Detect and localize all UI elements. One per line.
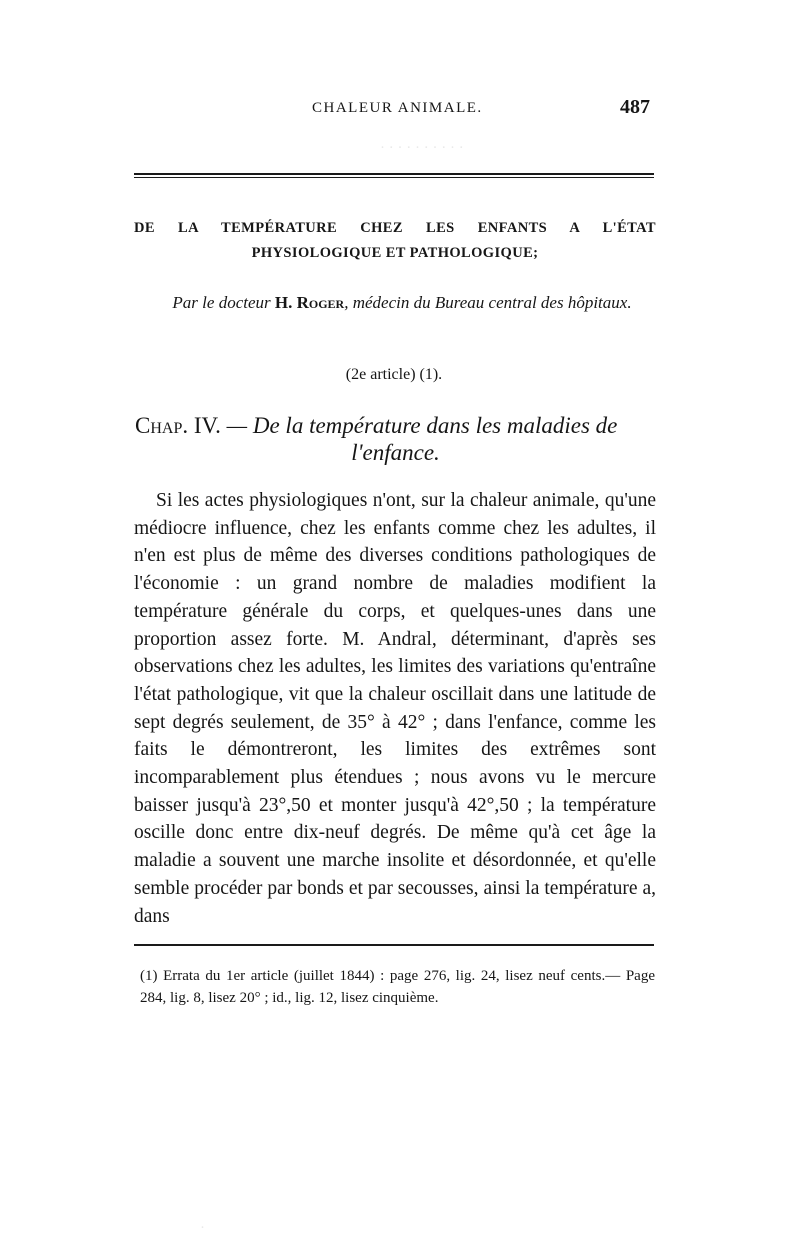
footnote-rule — [134, 944, 654, 946]
chapter-heading — [134, 412, 656, 466]
header-rule — [134, 173, 654, 175]
page-number: 487 — [620, 96, 650, 118]
article-part: (2e article) (1). — [345, 366, 443, 383]
body-paragraph: Si les actes physiologiques n'ont, sur la chaleur animale, qu'une médiocre influence, chez les enfants comme chez les adultes, il n'en est plus de même des diverses conditions pathologiques de l'économie : un grand nombre de maladies modifient la température générale du corps, et quelques-unes dans une proportion assez forte. M. Andral, déterminant, d'après ses observations chez les adultes, les limites des variations qu'entraîne l'état pathologique, vit que la chaleur oscillait dans une latitude de sept degrés seulement, de 35° à 42° ; dans l'enfance, comme les faits le démontreront, les limites des extrêmes sont incomparablement plus étendues ; nous avons vu le mercure baisser jusqu'à 23°,50 et monter jusqu'à 42°,50 ; la température oscille donc entre dix-neuf degrés. De même qu'à cet âge la maladie a souvent une marche insolite et désordonnée, et qu'elle semble procéder par bonds et par secousses, ainsi la température a, dans — [134, 490, 656, 927]
byline-suffix: , médecin du Bureau central des hôpitaux. — [344, 293, 632, 312]
footnote-marker: (1) — [140, 968, 158, 984]
byline-prefix: Par le docteur — [172, 293, 275, 312]
footnote — [140, 965, 655, 1009]
chapter-title-line2: l'enfance. — [351, 440, 440, 465]
show-through-text: · — [200, 1220, 205, 1236]
show-through-text: · · · · · · · · · · — [380, 140, 464, 156]
header-rule-thin — [134, 177, 654, 178]
running-head: CHALEUR ANIMALE. — [312, 100, 483, 116]
author-name: H. Roger — [274, 293, 345, 312]
chapter-label: Chap. IV. — [135, 413, 221, 438]
chapter-title-line1: — De la température dans les maladies de — [220, 413, 618, 438]
byline — [154, 290, 650, 315]
article-title: DE LA TEMPÉRATURE CHEZ LES ENFANTS A L'ÉTAT PHYSIOLOGIQUE ET PATHOLOGIQUE; — [134, 220, 656, 261]
footnote-text: Errata du 1er article (juillet 1844) : page 276, lig. 24, lisez neuf cents.— Page 284, lig. 8, lisez 20° ; id., lig. 12, lisez cinquième. — [140, 968, 655, 1006]
